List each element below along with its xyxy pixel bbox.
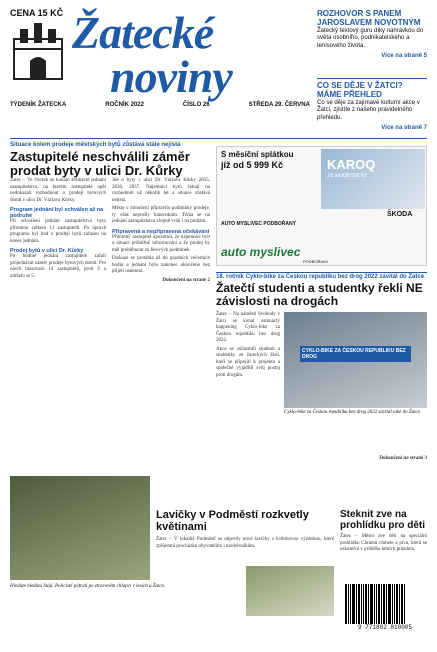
ad-line1: S měsíční splátkou <box>221 150 294 159</box>
promo-title: ROZHOVOR S PANEM JAROSLAVEM NOVOTNÝM <box>317 9 421 27</box>
masthead <box>10 8 310 112</box>
masthead-rule <box>10 138 427 139</box>
second-caption: Cyklo-bike za Českou republiku bez drog 2022 závitál také do Žatce. Dokončení na straně 3 <box>284 410 427 462</box>
lead-body: Přítomný zastupitel upozornil, že nájemníci byli o situaci průběžně informováni a že prodej by měl proběhnout za férových podmínek. <box>112 234 210 253</box>
dealer-name: AUTO MYSLIVEC PODBOŘANY <box>221 221 296 227</box>
brand-logo: ŠKODA <box>387 211 413 218</box>
police-search-photo <box>10 476 150 580</box>
promo-more-link[interactable]: Více na straně 5 <box>381 53 427 60</box>
masthead-title-line1: Žatecké <box>72 7 214 58</box>
price-label: CENA 15 KČ <box>10 8 64 18</box>
ad-line2: již od 5 999 Kč <box>221 160 284 170</box>
lead-column-1 <box>10 178 106 280</box>
second-column <box>216 312 280 379</box>
lead-continued: Dokončení na straně 2 <box>162 277 210 283</box>
year-label: ROČNÍK 2022 <box>105 102 144 108</box>
third-headline: Lavičky v Podměstí rozkvetly květinami <box>156 509 309 533</box>
second-story <box>216 274 427 307</box>
promo-divider <box>317 78 427 79</box>
lead-body: Jde o byty v ulici Dr. Václava Kůrky 2835, 2836, 2837. Nájemníci bytů čekají na rozhodnutí už několik let a situace zůstává nejistá. <box>112 178 210 203</box>
lead-body: Při schválení jednání zastupitelstva bylo přítomno celkem 13 zastupitelů. Po úpravě programu byl bod o prodeji bytů zařazen na konec jednání. <box>10 219 106 244</box>
promo-text: Žatecký textový guru díky nahrávkou do světa osobního, podnikatelského a tenisového života. <box>317 27 424 49</box>
promo-title: CO SE DĚJE V ŽATCI? MÁME PŘEHLED <box>317 81 403 99</box>
promo-more-link[interactable]: Více na straně 7 <box>381 125 427 132</box>
issue-meta <box>10 102 310 108</box>
lead-kicker: Situace kolem prodeje městských bytů zůstává stále nejistá <box>10 142 181 148</box>
lead-body: Diskuze se protáhla až do pozdních večerních hodin a jednání bylo nakonec ukončeno bez přijetí usnesení. <box>112 256 210 274</box>
promo-text: Co se děje za zajímavé kulturní akce v Žatci, zjistíte z našeho pravidelného přehledu. <box>317 99 420 121</box>
second-body: Žatec – Na náměstí Svobody v Žatci se konal osmnáctý happening Cyklo-bike za Českou republiku bez drog 2022. <box>216 312 280 343</box>
barcode <box>345 584 425 640</box>
issue-label: ČÍSLO 26 <box>182 102 210 108</box>
barcode-bars <box>345 584 425 624</box>
lead-body: Po hodině jednání zastupitelé začali projednávat záměr prodeje bytových domů. Pro návrh hlasovalo 14 zastupitelů, proti 6 a zdrželo se 5. <box>10 254 106 279</box>
lead-subhead: Prodej bytů v ulici Dr. Kůrky <box>10 248 84 254</box>
car-price: Již od 638 900 Kč <box>327 173 367 179</box>
barcode-number: 9 771802 810005 <box>357 624 412 631</box>
lead-body: Žatec – Ve čtvrtek se konalo šestnácté jednání zastupitelstva, na kterém zastupitelé opět nedokázali rozhodnout o prodeji bytových domů v ulici Dr. Václava Kůrky. <box>10 178 106 203</box>
promo-box-2[interactable] <box>317 82 427 131</box>
car-advertisement[interactable] <box>216 146 427 266</box>
car-model: KAROQ <box>327 157 376 172</box>
bench-photo <box>246 566 334 616</box>
lead-body: Město v minulosti připravilo podmínky prodeje, ty však neprošly hlasováním. Téma se na jednání zastupitelstva zřejmě vrátí i na podzim. <box>112 206 210 224</box>
second-headline: Žatečtí studenti a studentky řekli NE závislosti na drogách <box>216 281 423 308</box>
third-story <box>156 510 334 550</box>
car-photo <box>321 149 425 209</box>
fourth-body: Žatec – Město zve děti na speciální prohlídku Chrámu chmele a piva, která se uskuteční v průběhu letních prázdnin. <box>340 534 427 552</box>
lead-headline: Zastupitelé neschválili záměr prodat byty v ulici Dr. Kůrky <box>10 149 190 178</box>
lead-column-2 <box>112 178 210 284</box>
second-continued: Dokončení na straně 3 <box>379 456 427 462</box>
second-body: Akce se zúčastnili studenti a studentky ze žateckých škol, kteří se připojili k projektu a společně vyjádřili svůj postoj proti drogám. <box>216 346 280 378</box>
dealer-sub: PODBOŘANY <box>303 259 329 264</box>
date-label: STŘEDA 29. ČERVNA <box>248 102 310 108</box>
second-kicker: 18. ročník Cyklo-bike za Českou republiku bez drog 2022 závitál do Žatce <box>216 274 425 280</box>
section-rule <box>216 272 427 273</box>
third-body: Žatec – V lokalitě Podměstí se objevily nové lavičky s květinovou výzdobou, které zpříjemní procházku obyvatelům i návštěvníkům. <box>156 537 334 549</box>
masthead-title-line2: noviny <box>110 51 232 102</box>
lead-story <box>10 142 210 177</box>
weekly-label: TÝDENÍK ŽATECKA <box>10 102 67 108</box>
fourth-story <box>340 510 427 554</box>
drug-free-photo <box>284 312 427 408</box>
dealer-logo: auto myslivec <box>221 245 301 259</box>
police-caption: Hledáte hledání Stájí. Policisté pátrali po ztraceném chlapci v lesích u Žatce. <box>10 584 166 589</box>
event-banner: CYKLO-BIKE ZA ČESKOU REPUBLIKU BEZ DROG <box>300 346 411 362</box>
town-crest-icon <box>10 19 66 83</box>
promo-box-1[interactable] <box>317 10 427 59</box>
lead-subhead: Připravená a nepřipravená očekávání <box>112 228 210 235</box>
fourth-headline: Steknit zve na prohlídku pro děti <box>340 509 425 531</box>
lead-subhead: Program jednání byl schválen až na podruhé <box>10 207 104 219</box>
